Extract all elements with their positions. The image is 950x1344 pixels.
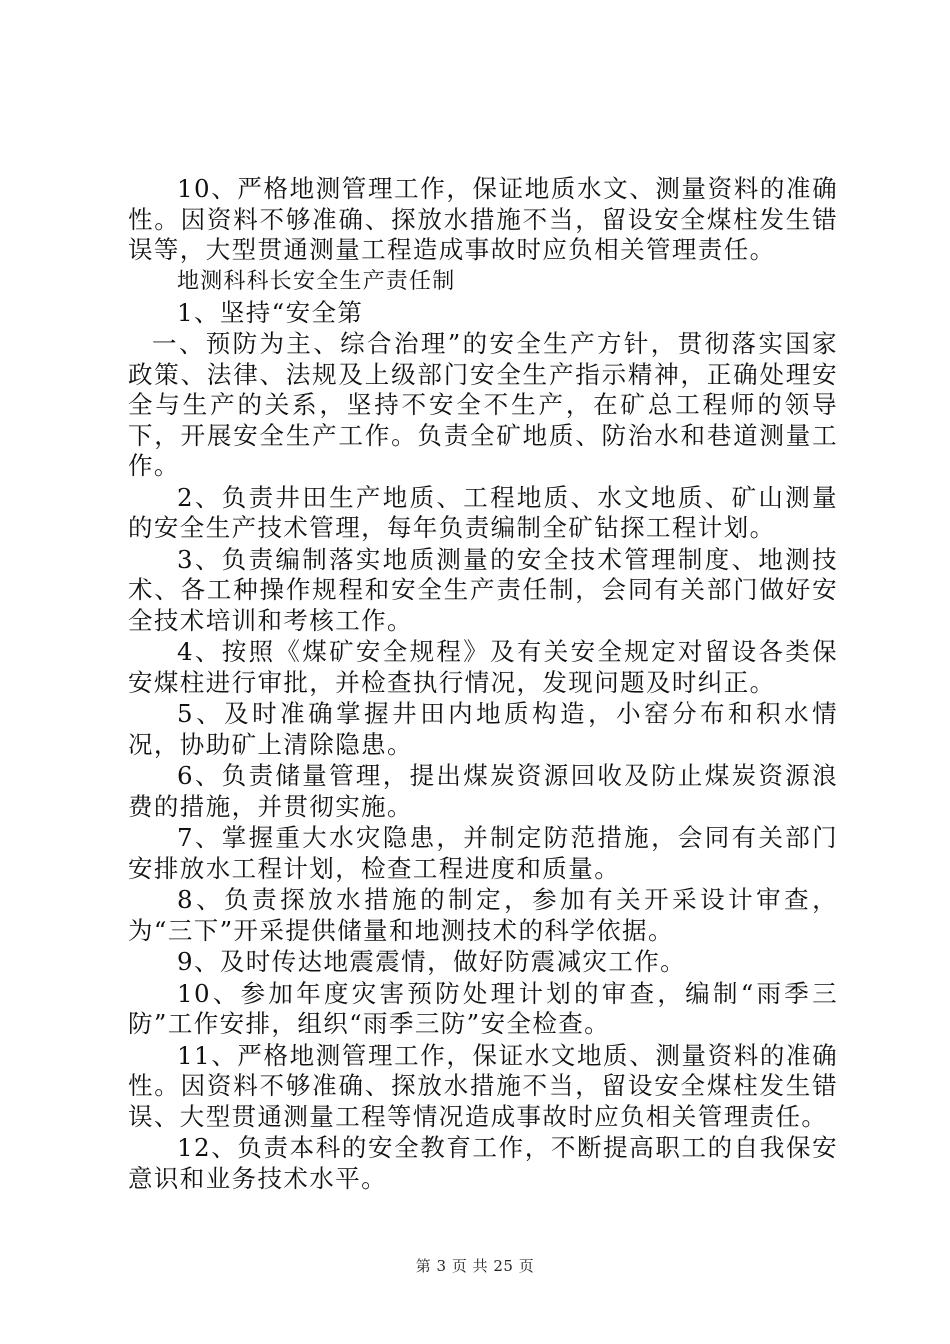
paragraph-item-1: 1、坚持“安全第 xyxy=(177,297,364,327)
paragraph-item-4: 4、按照《煤矿安全规程》及有关安全规定对留设各类保安煤柱进行审批，并检查执行情况，发现问题及时纠正。 xyxy=(128,637,838,697)
paragraph-item-3: 3、负责编制落实地质测量的安全技术管理制度、地测技术、各工种操作规程和安全生产责任制，会同有关部门做好安全技术培训和考核工作。 xyxy=(128,544,838,635)
paragraph-item-5: 5、及时准确掌握井田内地质构造，小窑分布和积水情况，协助矿上清除隐患。 xyxy=(128,699,838,759)
paragraph-item-8: 8、负责探放水措施的制定，参加有关开采设计审查，为“三下”开采提供储量和地测技术的科学依据。 xyxy=(128,885,838,945)
section-heading: 地测科科长安全生产责任制 xyxy=(177,268,456,294)
paragraph-item-6: 6、负责储量管理，提出煤炭资源回收及防止煤炭资源浪费的措施，并贯彻实施。 xyxy=(128,761,838,821)
paragraph-item-7: 7、掌握重大水灾隐患，并制定防范措施，会同有关部门安排放水工程计划，检查工程进度和质量。 xyxy=(128,823,838,883)
paragraph-item-11: 11、严格地测管理工作，保证水文地质、测量资料的准确性。因资料不够准确、探放水措施不当，留设安全煤柱发生错误、大型贯通测量工程等情况造成事故时应负相关管理责任。 xyxy=(128,1040,838,1131)
paragraph-item-12: 12、负责本科的安全教育工作，不断提高职工的自我保安意识和业务技术水平。 xyxy=(128,1133,838,1193)
paragraph-item-10: 10、参加年度灾害预防处理计划的审查，编制“雨季三防”工作安排，组织“雨季三防”安全检查。 xyxy=(128,978,838,1038)
document-body xyxy=(128,174,838,1194)
paragraph-item-9: 9、及时传达地震震情，做好防震减灾工作。 xyxy=(177,947,687,976)
paragraph-item-1-continued: 一、预防为主、综合治理”的安全生产方针，贯彻落实国家政策、法律、法规及上级部门安全生产指示精神，正确处理安全与生产的关系，坚持不安全不生产，在矿总工程师的领导下，开展安全生产工作。负责全矿地质、防治水和巷道测量工作。 xyxy=(128,329,838,480)
paragraph-item-10-first: 10、严格地测管理工作，保证地质水文、测量资料的准确性。因资料不够准确、探放水措施不当，留设安全煤柱发生错误等，大型贯通测量工程造成事故时应负相关管理责任。 xyxy=(128,174,838,264)
paragraph-item-2: 2、负责井田生产地质、工程地质、水文地质、矿山测量的安全生产技术管理，每年负责编制全矿钻探工程计划。 xyxy=(128,482,838,542)
page-number-footer: 第 3 页 共 25 页 xyxy=(415,1257,535,1275)
